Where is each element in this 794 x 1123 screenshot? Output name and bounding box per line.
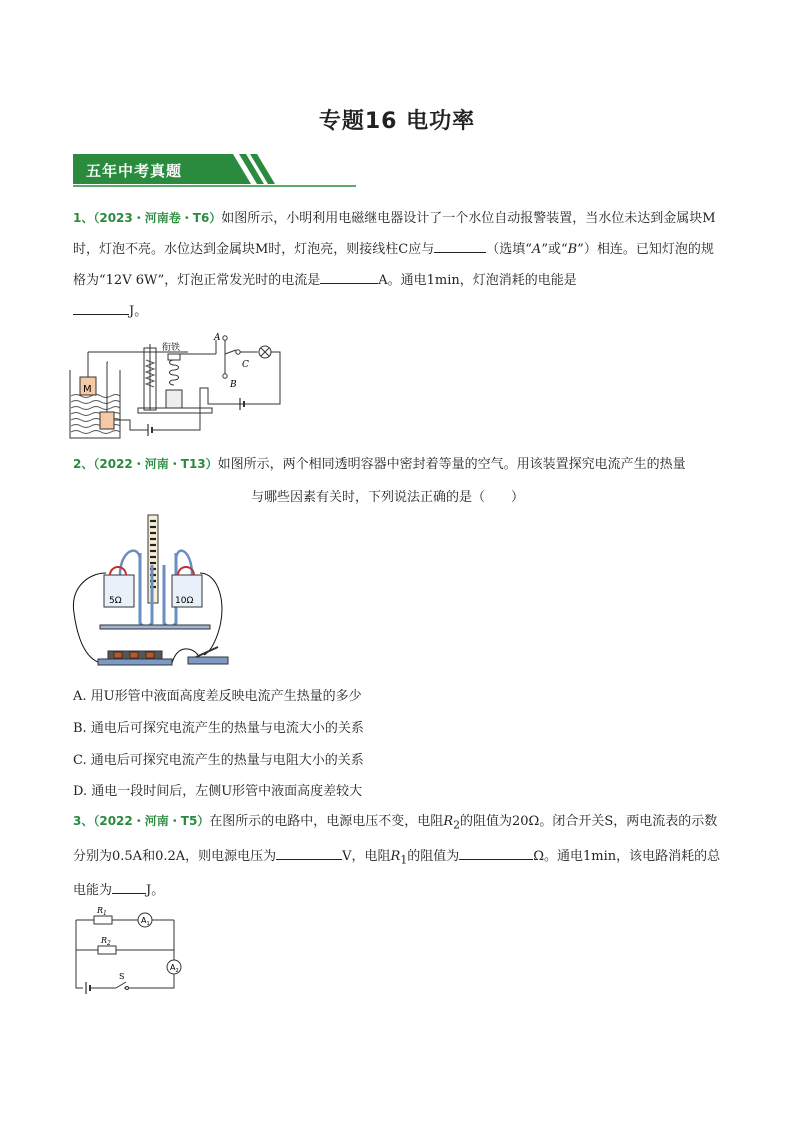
option-label: A [531,242,542,257]
question-text: 的阻值为20Ω。闭合开关S，两电流表的示数分别为0.5A和0.2A，则电源电压为 [73,814,718,864]
option-a[interactable]: A. 用U形管中液面高度差反映电流产生热量的多少 [73,689,362,704]
label-r2: $R_2$ [101,936,111,947]
label-5-ohm: 5Ω [109,596,122,606]
question-text: 的阻值为 [407,848,460,864]
answer-blank[interactable] [276,845,342,860]
question-source: （2023・河南卷・T6） [93,211,222,225]
label-a1: $A_1$ [141,916,150,927]
option-label: B [567,242,578,257]
label-s: S [119,972,125,981]
answer-blank[interactable] [320,269,378,284]
label-m: M [83,384,92,395]
question-text: 在图所示的电路中，电源电压不变，电阻 [209,814,444,829]
question-text: Ω。通电1min，该电路消耗的总电能为 [73,848,721,899]
joule-heating-figure [68,513,238,673]
question-text: ”或“ [541,242,568,257]
answer-blank[interactable] [73,300,129,315]
question-source: （2022・河南・T5） [93,814,210,828]
question-text: 如图所示，小明利用电磁继电器设计了一个水位自动报警装置，当水位未达到金属块M时，灯泡不亮。水位达到金属块M时，灯泡亮，则接线柱C应与 [73,211,716,257]
label-b: B [230,380,237,390]
parallel-circuit-figure [70,900,190,1000]
label-10-ohm: 10Ω [175,596,194,606]
question-text: ”）相连。已知灯泡的规格为“12V 6W”，灯泡正常发光时的电流是 [73,242,714,288]
page-title: 专题16 电功率 [318,109,476,134]
option-d[interactable]: D. 通电一段时间后，左侧U形管中液面高度差较大 [73,784,363,799]
answer-blank[interactable] [459,845,533,860]
question-number: 1、 [73,211,94,225]
answer-blank[interactable] [434,238,486,253]
subscript: 1 [400,853,408,867]
section-title: 五年中考真题 [86,162,183,180]
answer-blank[interactable] [112,879,146,894]
question-text: A。通电1min，灯泡消耗的电能是 [378,273,577,288]
question-number: 3、 [73,814,94,828]
question-text: J。 [129,304,148,319]
symbol-r: R [390,848,401,864]
option-c[interactable]: C. 通电后可探究电流产生的热量与电阻大小的关系 [73,753,364,768]
question-source: （2022・河南・T13） [93,457,218,471]
label-armature: 衔铁 [162,343,181,353]
question-text: （选填“ [486,242,532,257]
question-text: 如图所示，两个相同透明容器中密封着等量的空气。用该装置探究电流产生的热量 [217,457,686,472]
question-text: J。 [146,883,165,899]
option-b[interactable]: B. 通电后可探究电流产生的热量与电流大小的关系 [73,721,364,736]
question-number: 2、 [73,457,94,471]
question-2 [73,449,723,480]
subscript: 2 [453,818,460,832]
question-text: V，电阻 [342,848,391,864]
question-3 [73,806,723,906]
label-a2: $A_2$ [170,963,179,974]
question-1 [73,203,723,327]
symbol-r: R [443,814,454,829]
label-c: C [242,360,249,370]
relay-circuit-figure [68,330,288,442]
label-r1: $R_1$ [97,906,107,917]
question-2-line2: 与哪些因素有关时，下列说法正确的是（ ） [251,490,525,505]
label-a: A [214,333,221,343]
